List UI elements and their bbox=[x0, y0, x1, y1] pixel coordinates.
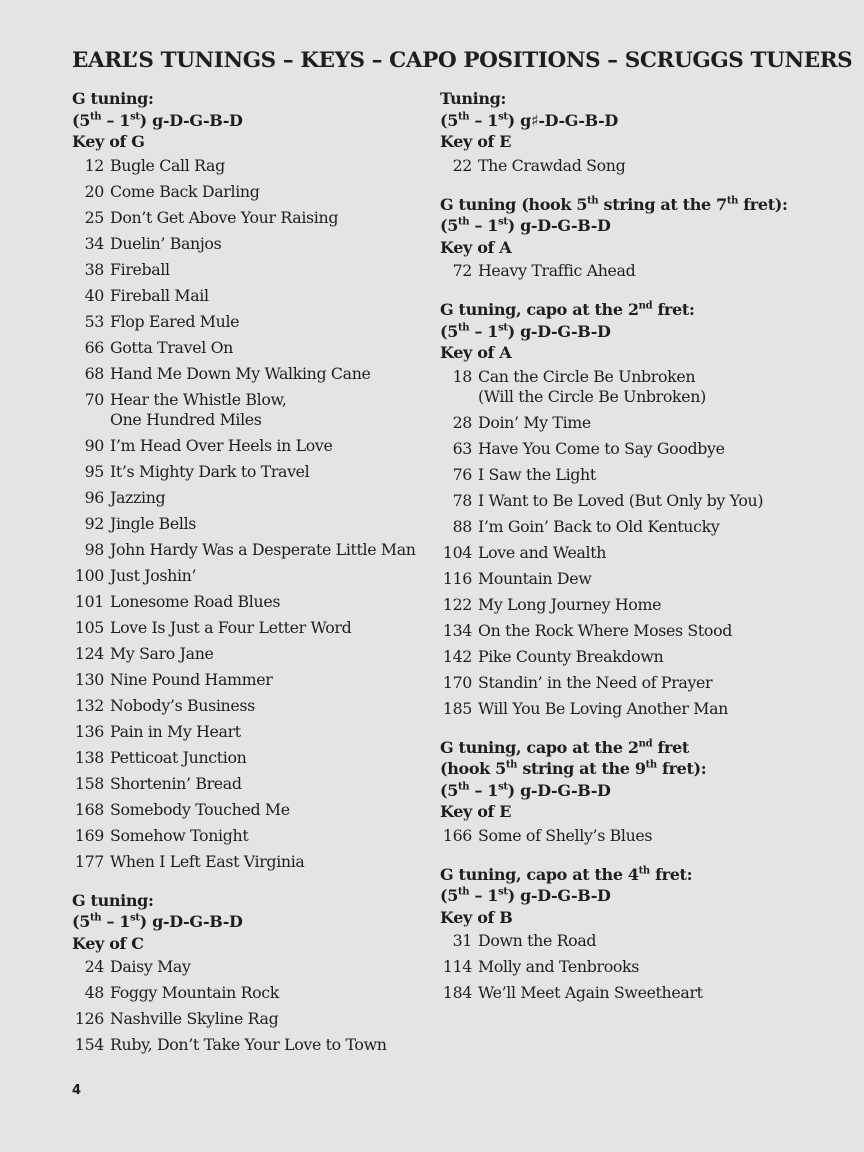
song-title: Gotta Travel On bbox=[110, 337, 233, 357]
song-entry bbox=[72, 826, 427, 846]
song-entry bbox=[72, 234, 427, 254]
song-title: The Crawdad Song bbox=[478, 155, 626, 175]
page-title: EARL’S TUNINGS – KEYS – CAPO POSITIONS – SCRUGGS TUNERS bbox=[72, 48, 853, 73]
song-entry bbox=[72, 208, 427, 228]
key-label: Key of G bbox=[72, 132, 145, 151]
song-list bbox=[440, 826, 810, 846]
song-page-number: 18 bbox=[452, 366, 472, 386]
tuning-heading: G tuning, capo at the 2nd fret bbox=[440, 737, 689, 757]
song-page-number: 53 bbox=[84, 311, 104, 331]
tuning-heading: G tuning, capo at the 2nd fret: bbox=[440, 300, 695, 319]
song-title: Love and Wealth bbox=[478, 542, 607, 562]
song-title: Nine Pound Hammer bbox=[110, 669, 273, 689]
song-entry bbox=[72, 462, 427, 482]
song-list bbox=[440, 931, 810, 1003]
key-label: Key of C bbox=[72, 933, 144, 953]
song-entry bbox=[440, 465, 810, 485]
song-page-number: 184 bbox=[442, 983, 472, 1002]
song-page-number: 105 bbox=[74, 617, 104, 637]
tuning-section bbox=[440, 864, 810, 1004]
string-tuning: (5th – 1st) g♯-D-G-B-D bbox=[440, 110, 618, 130]
song-title: Lonesome Road Blues bbox=[110, 591, 281, 611]
right-column bbox=[440, 88, 810, 1021]
song-entry bbox=[440, 367, 810, 407]
song-title: Daisy May bbox=[110, 957, 191, 976]
song-entry bbox=[72, 592, 427, 612]
song-entry bbox=[440, 826, 810, 846]
song-entry bbox=[72, 156, 427, 176]
song-title: Somehow Tonight bbox=[110, 825, 249, 845]
key-label: Key of A bbox=[440, 237, 512, 257]
song-page-number: 25 bbox=[84, 207, 104, 227]
tuning-section bbox=[440, 737, 810, 846]
song-page-number: 100 bbox=[74, 565, 104, 585]
string-tuning: (5th – 1st) g-D-G-B-D bbox=[440, 886, 611, 905]
song-entry bbox=[440, 621, 810, 641]
song-entry bbox=[440, 595, 810, 615]
song-title: Molly and Tenbrooks bbox=[478, 957, 640, 976]
song-entry bbox=[440, 983, 810, 1003]
song-title: Don’t Get Above Your Raising bbox=[110, 207, 339, 227]
song-page-number: 124 bbox=[74, 643, 104, 663]
song-title: Foggy Mountain Rock bbox=[110, 983, 279, 1002]
song-entry bbox=[440, 931, 810, 951]
song-page-number: 66 bbox=[84, 337, 104, 357]
song-title: Heavy Traffic Ahead bbox=[478, 261, 636, 280]
song-list bbox=[440, 261, 810, 281]
song-page-number: 31 bbox=[452, 931, 472, 950]
song-entry bbox=[72, 748, 427, 768]
song-entry bbox=[440, 543, 810, 563]
song-page-number: 142 bbox=[442, 646, 472, 666]
tuning-heading-continued: (hook 5th string at the 9th fret): bbox=[440, 759, 707, 778]
song-page-number: 138 bbox=[74, 747, 104, 767]
song-entry bbox=[72, 540, 427, 560]
song-entry bbox=[440, 491, 810, 511]
song-entry bbox=[440, 569, 810, 589]
song-list bbox=[440, 156, 810, 176]
song-title: I Saw the Light bbox=[478, 464, 596, 484]
song-page-number: 76 bbox=[452, 464, 472, 484]
song-title: Bugle Call Rag bbox=[110, 155, 225, 175]
song-page-number: 34 bbox=[84, 233, 104, 253]
song-title: Fireball bbox=[110, 259, 170, 279]
song-entry bbox=[440, 261, 810, 281]
song-title: I Want to Be Loved (But Only by You) bbox=[478, 490, 764, 510]
song-title: Love Is Just a Four Letter Word bbox=[110, 617, 352, 637]
song-entry bbox=[72, 390, 427, 430]
song-title: Mountain Dew bbox=[478, 568, 592, 588]
song-entry bbox=[72, 488, 427, 508]
song-page-number: 130 bbox=[74, 669, 104, 689]
key-label: Key of A bbox=[440, 343, 512, 362]
song-entry bbox=[72, 312, 427, 332]
song-entry bbox=[72, 618, 427, 638]
song-page-number: 98 bbox=[84, 539, 104, 559]
song-page-number: 177 bbox=[74, 851, 104, 871]
song-page-number: 90 bbox=[84, 435, 104, 455]
tuning-heading: G tuning (hook 5th string at the 7th fret): bbox=[440, 194, 788, 214]
string-tuning: (5th – 1st) g-D-G-B-D bbox=[440, 216, 611, 235]
string-tuning: (5th – 1st) g-D-G-B-D bbox=[440, 321, 611, 341]
song-title: I’m Head Over Heels in Love bbox=[110, 435, 333, 455]
song-entry bbox=[72, 286, 427, 306]
song-entry bbox=[72, 670, 427, 690]
song-entry bbox=[72, 566, 427, 586]
song-title: John Hardy Was a Desperate Little Man bbox=[110, 539, 416, 559]
song-title: Duelin’ Banjos bbox=[110, 233, 222, 253]
song-entry bbox=[72, 514, 427, 534]
tuning-heading: Tuning: bbox=[440, 89, 507, 108]
tuning-section bbox=[72, 890, 427, 1056]
song-entry bbox=[440, 156, 810, 176]
string-tuning: (5th – 1st) g-D-G-B-D bbox=[72, 912, 243, 931]
tuning-heading: G tuning, capo at the 4th fret: bbox=[440, 864, 693, 884]
song-entry bbox=[72, 1035, 427, 1055]
song-page-number: 12 bbox=[84, 155, 104, 175]
song-page-number: 78 bbox=[452, 490, 472, 510]
song-page-number: 88 bbox=[452, 516, 472, 536]
song-entry bbox=[72, 1009, 427, 1029]
song-page-number: 158 bbox=[74, 773, 104, 793]
song-entry bbox=[72, 644, 427, 664]
song-page-number: 95 bbox=[84, 461, 104, 481]
tuning-section bbox=[72, 88, 427, 872]
song-title: Pain in My Heart bbox=[110, 721, 241, 741]
song-entry bbox=[72, 436, 427, 456]
song-title: My Long Journey Home bbox=[478, 594, 662, 614]
song-title: Down the Road bbox=[478, 931, 597, 950]
song-title: Somebody Touched Me bbox=[110, 799, 290, 819]
song-title: Will You Be Loving Another Man bbox=[478, 698, 728, 718]
song-page-number: 38 bbox=[84, 259, 104, 279]
song-title: Nobody’s Business bbox=[110, 695, 255, 715]
song-entry bbox=[72, 182, 427, 202]
song-page-number: 154 bbox=[74, 1035, 104, 1054]
song-entry bbox=[440, 957, 810, 977]
song-title: Have You Come to Say Goodbye bbox=[478, 438, 725, 458]
tuning-section bbox=[440, 299, 810, 719]
song-page-number: 168 bbox=[74, 799, 104, 819]
song-list bbox=[72, 156, 427, 872]
song-list bbox=[440, 367, 810, 719]
song-page-number: 132 bbox=[74, 695, 104, 715]
song-page-number: 122 bbox=[442, 594, 472, 614]
song-page-number: 92 bbox=[84, 513, 104, 533]
song-title: Jazzing bbox=[110, 487, 166, 507]
song-page-number: 22 bbox=[452, 155, 472, 175]
song-page-number: 116 bbox=[442, 568, 472, 588]
song-page-number: 20 bbox=[84, 181, 104, 201]
song-title: When I Left East Virginia bbox=[110, 851, 305, 871]
song-page-number: 40 bbox=[84, 285, 104, 305]
song-title: Come Back Darling bbox=[110, 181, 260, 201]
song-entry bbox=[72, 260, 427, 280]
song-entry bbox=[440, 413, 810, 433]
song-title: Petticoat Junction bbox=[110, 747, 247, 767]
song-entry bbox=[440, 647, 810, 667]
song-page-number: 114 bbox=[442, 957, 472, 976]
song-title: My Saro Jane bbox=[110, 643, 214, 663]
song-title: Hand Me Down My Walking Cane bbox=[110, 363, 371, 383]
song-page-number: 101 bbox=[74, 591, 104, 611]
song-title: Shortenin’ Bread bbox=[110, 773, 242, 793]
song-title: I’m Goin’ Back to Old Kentucky bbox=[478, 516, 720, 536]
song-entry bbox=[72, 338, 427, 358]
song-title: Fireball Mail bbox=[110, 285, 209, 305]
tuning-section bbox=[440, 88, 810, 176]
tuning-section bbox=[440, 194, 810, 282]
song-title: Hear the Whistle Blow, One Hundred Miles bbox=[110, 389, 287, 429]
song-entry bbox=[440, 517, 810, 537]
song-page-number: 166 bbox=[442, 825, 472, 845]
song-title: Standin’ in the Need of Prayer bbox=[478, 672, 713, 692]
key-label: Key of B bbox=[440, 907, 513, 927]
song-title: It’s Mighty Dark to Travel bbox=[110, 461, 310, 481]
song-page-number: 169 bbox=[74, 825, 104, 845]
song-entry bbox=[440, 699, 810, 719]
song-page-number: 96 bbox=[84, 487, 104, 507]
song-entry bbox=[440, 673, 810, 693]
song-page-number: 170 bbox=[442, 672, 472, 692]
song-page-number: 72 bbox=[452, 261, 472, 280]
song-list bbox=[72, 957, 427, 1055]
song-entry bbox=[72, 722, 427, 742]
song-title: Can the Circle Be Unbroken (Will the Circle Be Unbroken) bbox=[478, 366, 706, 406]
song-title: Some of Shelly’s Blues bbox=[478, 825, 653, 845]
string-tuning: (5th – 1st) g-D-G-B-D bbox=[72, 110, 243, 130]
song-title: Jingle Bells bbox=[110, 513, 197, 533]
song-title: Flop Eared Mule bbox=[110, 311, 240, 331]
song-title: Pike County Breakdown bbox=[478, 646, 664, 666]
song-title: On the Rock Where Moses Stood bbox=[478, 620, 732, 640]
song-title: Just Joshin’ bbox=[110, 565, 197, 585]
song-entry bbox=[72, 852, 427, 872]
song-entry bbox=[72, 983, 427, 1003]
string-tuning: (5th – 1st) g-D-G-B-D bbox=[440, 780, 611, 800]
page-number: 4 bbox=[72, 1083, 82, 1098]
key-label: Key of E bbox=[440, 802, 512, 821]
tuning-heading: G tuning: bbox=[72, 89, 154, 108]
song-page-number: 185 bbox=[442, 698, 472, 718]
left-column bbox=[72, 88, 427, 1073]
song-page-number: 28 bbox=[452, 412, 472, 432]
song-page-number: 68 bbox=[84, 363, 104, 383]
tuning-heading: G tuning: bbox=[72, 890, 154, 910]
song-entry bbox=[72, 696, 427, 716]
song-title: We’ll Meet Again Sweetheart bbox=[478, 983, 703, 1002]
song-entry bbox=[72, 957, 427, 977]
song-page-number: 134 bbox=[442, 620, 472, 640]
song-page-number: 70 bbox=[84, 389, 104, 409]
song-title: Ruby, Don’t Take Your Love to Town bbox=[110, 1035, 387, 1054]
song-page-number: 126 bbox=[74, 1009, 104, 1028]
song-title: Nashville Skyline Rag bbox=[110, 1009, 279, 1028]
song-entry bbox=[72, 364, 427, 384]
song-title: Doin’ My Time bbox=[478, 412, 591, 432]
song-page-number: 136 bbox=[74, 721, 104, 741]
song-entry bbox=[440, 439, 810, 459]
song-page-number: 104 bbox=[442, 542, 472, 562]
song-entry bbox=[72, 774, 427, 794]
song-page-number: 24 bbox=[84, 957, 104, 976]
song-page-number: 63 bbox=[452, 438, 472, 458]
key-label: Key of E bbox=[440, 132, 512, 151]
song-entry bbox=[72, 800, 427, 820]
song-page-number: 48 bbox=[84, 983, 104, 1002]
